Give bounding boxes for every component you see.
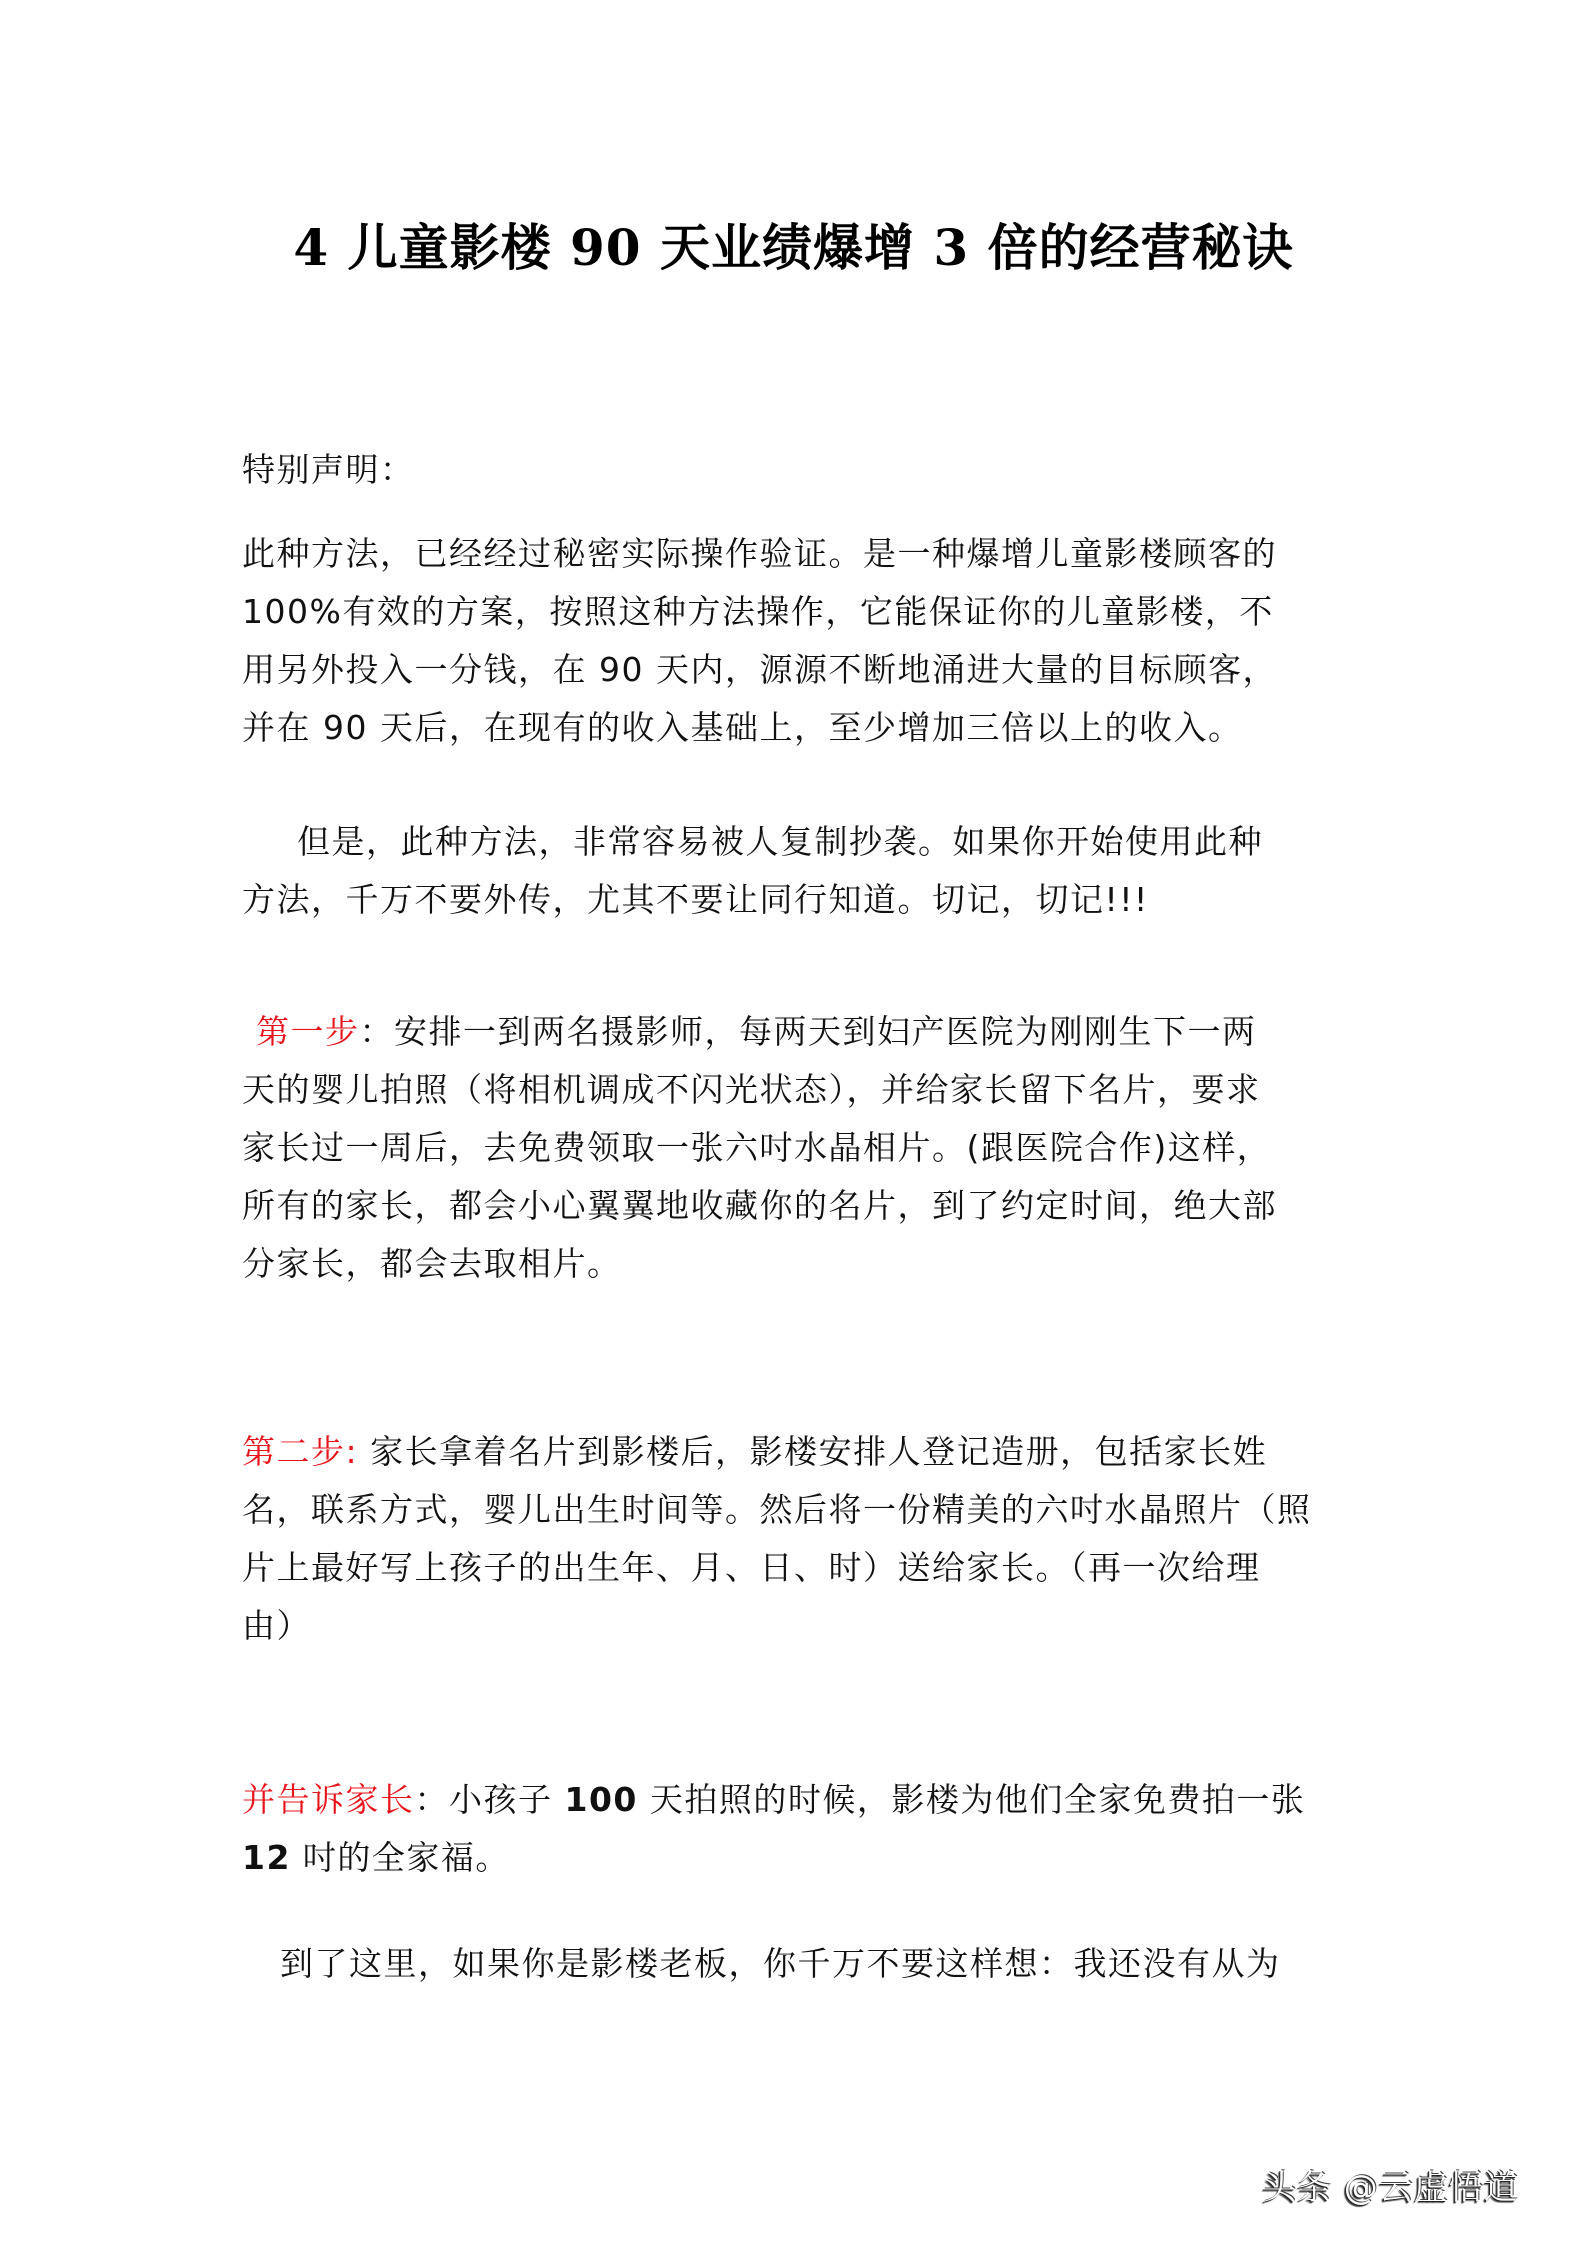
text-line: 此种方法，已经经过秘密实际操作验证。是一种爆增儿童影楼顾客的 [242,534,1277,573]
text-line: 名，联系方式，婴儿出生时间等。然后将一份精美的六吋水晶照片（照 [242,1490,1312,1529]
step-one-label: 第一步 [256,1012,360,1051]
text-line: 但是，此种方法，非常容易被人复制抄袭。如果你开始使用此种 [297,822,1263,861]
step-one-text: ：安排一到两名摄影师，每两天到妇产医院为刚刚生下一两 [359,1012,1257,1051]
text-line [242,1816,510,1900]
text-line: 并在 90 天后，在现有的收入基础上，至少增加三倍以上的收入。 [242,708,1243,747]
text-line: 分家长，都会去取相片。 [242,1244,622,1283]
tell-parents-label: 并告诉家长 [242,1780,415,1819]
text-line: 由） [242,1606,311,1645]
text-line: 到了这里，如果你是影楼老板，你千万不要这样想：我还没有从为 [280,1944,1281,1983]
text-line: 片上最好写上孩子的出生年、月、日、时）送给家长。（再一次给理 [242,1548,1261,1587]
watermark: 头条 @云虚悟道 [1262,2168,1519,2208]
days-number: 100 [564,1780,638,1819]
declaration-heading: 特别声明： [242,450,415,489]
text-line: 家长过一周后，去免费领取一张六吋水晶相片。(跟医院合作)这样， [242,1128,1272,1167]
tell-parents-text: ：小孩子 [414,1780,565,1819]
page-title: 4 儿童影楼 90 天业绩爆增 3 倍的经营秘诀 [293,218,1294,277]
text-line: 100%有效的方案，按照这种方法操作，它能保证你的儿童影楼，不 [242,592,1274,631]
text-line: 所有的家长，都会小心翼翼地收藏你的名片，到了约定时间，绝大部 [242,1186,1277,1225]
step-two-text: 家长拿着名片到影楼后，影楼安排人登记造册，包括家长姓 [358,1432,1268,1471]
text-line: 天的婴儿拍照（将相机调成不闪光状态），并给家长留下名片，要求 [242,1070,1261,1109]
step-two-label: 第二步: [242,1432,359,1471]
inch-number: 12 [242,1838,291,1877]
text-line: 方法，千万不要外传，尤其不要让同行知道。切记，切记!!! [242,880,1149,919]
tell-parents-text: 天拍照的时候，影楼为他们全家免费拍一张 [637,1780,1306,1819]
text-line: 用另外投入一分钱，在 90 天内，源源不断地涌进大量的目标顾客， [242,650,1277,689]
tell-parents-text: 吋的全家福。 [290,1838,510,1877]
